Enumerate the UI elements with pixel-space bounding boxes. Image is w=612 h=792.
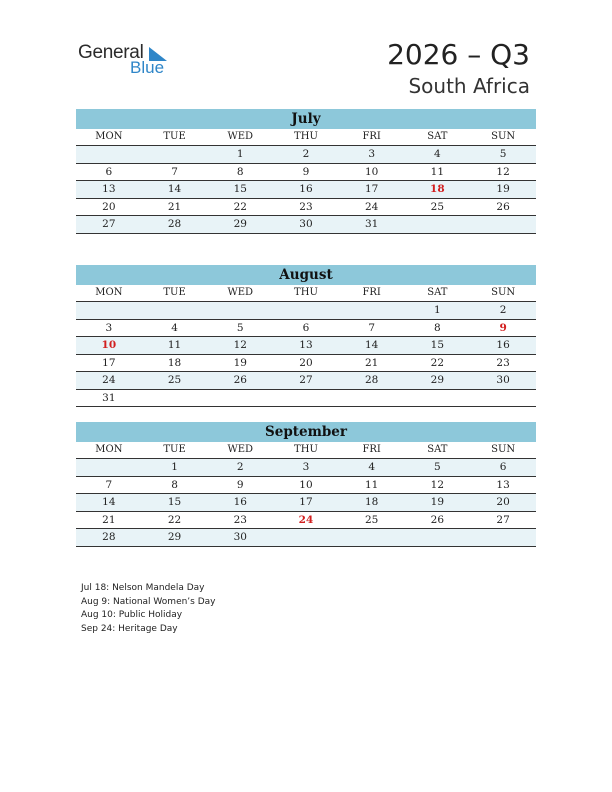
day-cell: 28 xyxy=(339,372,405,390)
empty-day-cell xyxy=(339,529,405,547)
week-row xyxy=(76,216,536,234)
holiday-notes xyxy=(81,582,216,636)
day-cell: 8 xyxy=(142,476,208,494)
day-cell: 29 xyxy=(405,372,471,390)
day-cell: 26 xyxy=(470,198,536,216)
day-cell: 22 xyxy=(142,511,208,529)
weekday-label: SUN xyxy=(470,442,536,459)
day-cell: 17 xyxy=(339,181,405,199)
day-cell: 19 xyxy=(207,354,273,372)
day-cell: 6 xyxy=(76,163,142,181)
day-cell: 30 xyxy=(273,216,339,234)
day-cell: 22 xyxy=(405,354,471,372)
day-cell: 18 xyxy=(405,181,471,199)
day-cell: 31 xyxy=(339,216,405,234)
day-cell: 11 xyxy=(142,337,208,355)
week-row xyxy=(76,319,536,337)
day-cell: 2 xyxy=(273,146,339,164)
day-cell: 21 xyxy=(339,354,405,372)
weekday-label: SAT xyxy=(405,442,471,459)
day-cell: 18 xyxy=(142,354,208,372)
empty-day-cell xyxy=(405,529,471,547)
empty-day-cell xyxy=(142,389,208,407)
week-row xyxy=(76,163,536,181)
weekday-label: WED xyxy=(207,129,273,146)
month-title: September xyxy=(76,422,536,442)
day-cell: 10 xyxy=(273,476,339,494)
day-cell: 12 xyxy=(470,163,536,181)
empty-day-cell xyxy=(339,302,405,320)
empty-day-cell xyxy=(142,146,208,164)
month-july xyxy=(76,109,536,234)
month-september xyxy=(76,422,536,547)
weekday-header-row xyxy=(76,285,536,302)
holiday-note: Aug 10: Public Holiday xyxy=(81,610,183,620)
week-row xyxy=(76,459,536,477)
weekday-label: SAT xyxy=(405,129,471,146)
day-cell: 23 xyxy=(207,511,273,529)
calendar-grid xyxy=(76,129,536,234)
day-cell: 7 xyxy=(142,163,208,181)
month-title: July xyxy=(76,109,536,129)
week-row xyxy=(76,146,536,164)
empty-day-cell xyxy=(76,302,142,320)
holiday-note: Sep 24: Heritage Day xyxy=(81,623,178,634)
day-cell: 9 xyxy=(273,163,339,181)
day-cell: 6 xyxy=(273,319,339,337)
empty-day-cell xyxy=(470,216,536,234)
weekday-label: SAT xyxy=(405,285,471,302)
weekday-header-row xyxy=(76,442,536,459)
day-cell: 15 xyxy=(207,181,273,199)
empty-day-cell xyxy=(470,389,536,407)
logo-text-blue: Blue xyxy=(130,58,165,77)
day-cell: 22 xyxy=(207,198,273,216)
weekday-label: MON xyxy=(76,129,142,146)
page-subtitle: South Africa xyxy=(408,74,530,98)
day-cell: 14 xyxy=(76,494,142,512)
day-cell: 16 xyxy=(273,181,339,199)
empty-day-cell xyxy=(273,302,339,320)
day-cell: 21 xyxy=(142,198,208,216)
day-cell: 19 xyxy=(405,494,471,512)
weekday-label: SUN xyxy=(470,129,536,146)
day-cell: 11 xyxy=(405,163,471,181)
weekday-label: MON xyxy=(76,285,142,302)
day-cell: 30 xyxy=(207,529,273,547)
day-cell: 18 xyxy=(339,494,405,512)
day-cell: 23 xyxy=(470,354,536,372)
empty-day-cell xyxy=(142,302,208,320)
day-cell: 3 xyxy=(339,146,405,164)
weekday-label: WED xyxy=(207,442,273,459)
day-cell: 27 xyxy=(273,372,339,390)
weekday-label: FRI xyxy=(339,285,405,302)
day-cell: 19 xyxy=(470,181,536,199)
day-cell: 26 xyxy=(207,372,273,390)
day-cell: 4 xyxy=(142,319,208,337)
day-cell: 25 xyxy=(142,372,208,390)
day-cell: 12 xyxy=(405,476,471,494)
day-cell: 8 xyxy=(207,163,273,181)
weekday-label: THU xyxy=(273,285,339,302)
day-cell: 24 xyxy=(76,372,142,390)
day-cell: 1 xyxy=(405,302,471,320)
day-cell: 13 xyxy=(76,181,142,199)
day-cell: 4 xyxy=(405,146,471,164)
day-cell: 10 xyxy=(76,337,142,355)
empty-day-cell xyxy=(339,389,405,407)
page-title: 2026 – Q3 xyxy=(387,38,530,71)
day-cell: 6 xyxy=(470,459,536,477)
weekday-label: FRI xyxy=(339,129,405,146)
day-cell: 24 xyxy=(339,198,405,216)
month-title: August xyxy=(76,265,536,285)
calendar-grid xyxy=(76,285,536,407)
day-cell: 16 xyxy=(207,494,273,512)
weekday-label: TUE xyxy=(142,129,208,146)
week-row xyxy=(76,198,536,216)
empty-day-cell xyxy=(405,389,471,407)
day-cell: 2 xyxy=(207,459,273,477)
week-row xyxy=(76,529,536,547)
week-row xyxy=(76,181,536,199)
day-cell: 3 xyxy=(76,319,142,337)
week-row xyxy=(76,354,536,372)
day-cell: 24 xyxy=(273,511,339,529)
weekday-label: WED xyxy=(207,285,273,302)
day-cell: 17 xyxy=(76,354,142,372)
day-cell: 25 xyxy=(405,198,471,216)
day-cell: 5 xyxy=(207,319,273,337)
day-cell: 28 xyxy=(142,216,208,234)
day-cell: 17 xyxy=(273,494,339,512)
day-cell: 7 xyxy=(76,476,142,494)
day-cell: 9 xyxy=(207,476,273,494)
day-cell: 15 xyxy=(142,494,208,512)
day-cell: 20 xyxy=(76,198,142,216)
day-cell: 5 xyxy=(405,459,471,477)
day-cell: 31 xyxy=(76,389,142,407)
day-cell: 13 xyxy=(470,476,536,494)
weekday-label: TUE xyxy=(142,285,208,302)
weekday-label: THU xyxy=(273,129,339,146)
week-row xyxy=(76,389,536,407)
weekday-label: TUE xyxy=(142,442,208,459)
calendar-grid xyxy=(76,442,536,547)
week-row xyxy=(76,337,536,355)
empty-day-cell xyxy=(76,146,142,164)
day-cell: 1 xyxy=(142,459,208,477)
day-cell: 1 xyxy=(207,146,273,164)
day-cell: 26 xyxy=(405,511,471,529)
day-cell: 29 xyxy=(142,529,208,547)
week-row xyxy=(76,494,536,512)
day-cell: 11 xyxy=(339,476,405,494)
weekday-label: MON xyxy=(76,442,142,459)
week-row xyxy=(76,511,536,529)
holiday-note: Aug 9: National Women’s Day xyxy=(81,596,216,607)
weekday-header-row xyxy=(76,129,536,146)
day-cell: 8 xyxy=(405,319,471,337)
day-cell: 23 xyxy=(273,198,339,216)
empty-day-cell xyxy=(207,302,273,320)
day-cell: 30 xyxy=(470,372,536,390)
day-cell: 7 xyxy=(339,319,405,337)
day-cell: 10 xyxy=(339,163,405,181)
day-cell: 28 xyxy=(76,529,142,547)
day-cell: 12 xyxy=(207,337,273,355)
empty-day-cell xyxy=(207,389,273,407)
empty-day-cell xyxy=(470,529,536,547)
weekday-label: SUN xyxy=(470,285,536,302)
day-cell: 20 xyxy=(273,354,339,372)
day-cell: 15 xyxy=(405,337,471,355)
weekday-label: THU xyxy=(273,442,339,459)
logo-text-general: General xyxy=(78,42,144,63)
day-cell: 3 xyxy=(273,459,339,477)
day-cell: 29 xyxy=(207,216,273,234)
month-august xyxy=(76,265,536,407)
day-cell: 9 xyxy=(470,319,536,337)
empty-day-cell xyxy=(405,216,471,234)
day-cell: 14 xyxy=(142,181,208,199)
day-cell: 13 xyxy=(273,337,339,355)
empty-day-cell xyxy=(273,389,339,407)
day-cell: 4 xyxy=(339,459,405,477)
day-cell: 16 xyxy=(470,337,536,355)
brand-logo xyxy=(78,40,178,80)
day-cell: 14 xyxy=(339,337,405,355)
day-cell: 27 xyxy=(470,511,536,529)
day-cell: 27 xyxy=(76,216,142,234)
day-cell: 5 xyxy=(470,146,536,164)
day-cell: 2 xyxy=(470,302,536,320)
empty-day-cell xyxy=(273,529,339,547)
day-cell: 20 xyxy=(470,494,536,512)
holiday-note: Jul 18: Nelson Mandela Day xyxy=(81,583,205,593)
week-row xyxy=(76,476,536,494)
week-row xyxy=(76,372,536,390)
week-row xyxy=(76,302,536,320)
day-cell: 25 xyxy=(339,511,405,529)
weekday-label: FRI xyxy=(339,442,405,459)
empty-day-cell xyxy=(76,459,142,477)
day-cell: 21 xyxy=(76,511,142,529)
